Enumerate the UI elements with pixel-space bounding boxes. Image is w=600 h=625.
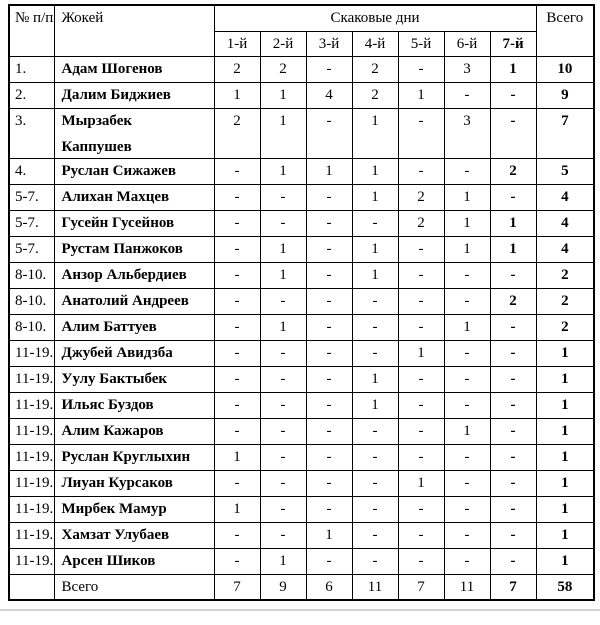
day-2-value: - [260,522,306,548]
jockey-name: Руслан Сижажев [54,158,214,184]
jockey-row [9,366,594,392]
jockey-row [9,108,594,158]
day-5-value: - [398,496,444,522]
day-4-value: - [352,522,398,548]
jockey-name: Гусейн Гусейнов [54,210,214,236]
day-4-value: - [352,288,398,314]
jockey-row [9,314,594,340]
day-6-value: 1 [444,314,490,340]
day-1-value: - [214,262,260,288]
day-7-value: - [490,444,536,470]
day-5-value: 1 [398,82,444,108]
jockey-name: Арсен Шиков [54,548,214,574]
day-6-value: - [444,340,490,366]
day-1-value: - [214,366,260,392]
day-4-value: 2 [352,56,398,82]
day-6-value: - [444,470,490,496]
row-total: 1 [536,470,594,496]
col-header-total: Всего [536,5,594,56]
jockey-table-body [9,56,594,574]
day-4-value: - [352,470,398,496]
totals-row [9,574,594,600]
day-3-value: 1 [306,158,352,184]
day-5-value: - [398,392,444,418]
row-total: 1 [536,522,594,548]
day-6-value: 1 [444,210,490,236]
day-3-value: 4 [306,82,352,108]
totals-day-7: 7 [490,574,536,600]
jockey-row [9,184,594,210]
day-6-value: - [444,522,490,548]
row-total: 2 [536,262,594,288]
col-header-day-7: 7-й [490,31,536,56]
jockey-name: Анзор Альбердиев [54,262,214,288]
day-5-value: - [398,522,444,548]
day-4-value: 1 [352,392,398,418]
jockey-name: Адам Шогенов [54,56,214,82]
row-rank: 11-19. [9,470,54,496]
day-1-value: - [214,470,260,496]
jockey-name: Анатолий Андреев [54,288,214,314]
jockey-name [54,108,214,158]
row-total: 1 [536,392,594,418]
day-6-value: 1 [444,236,490,262]
row-total: 1 [536,366,594,392]
jockey-row [9,82,594,108]
day-7-value: - [490,184,536,210]
row-total: 1 [536,444,594,470]
row-total: 4 [536,184,594,210]
jockey-row [9,418,594,444]
day-4-value: - [352,444,398,470]
jockey-row [9,158,594,184]
day-2-value: 1 [260,236,306,262]
day-1-value: - [214,158,260,184]
jockey-name-line-2: Каппушев [61,138,132,155]
row-rank: 11-19. [9,418,54,444]
day-4-value: - [352,548,398,574]
day-1-value: - [214,340,260,366]
day-2-value: 1 [260,158,306,184]
day-2-value: 1 [260,548,306,574]
day-4-value: - [352,418,398,444]
day-3-value: - [306,548,352,574]
jockey-row [9,56,594,82]
day-5-value: - [398,418,444,444]
day-2-value: - [260,288,306,314]
day-4-value: 1 [352,366,398,392]
day-2-value: 1 [260,108,306,158]
jockey-row [9,288,594,314]
jockey-row [9,392,594,418]
col-header-jockey: Жокей [54,5,214,56]
row-rank: 8-10. [9,288,54,314]
header-row-1 [9,5,594,31]
day-7-value: - [490,496,536,522]
day-5-value: - [398,314,444,340]
day-3-value: - [306,418,352,444]
day-5-value: - [398,288,444,314]
day-7-value: 2 [490,288,536,314]
day-4-value: - [352,340,398,366]
jockey-row [9,470,594,496]
row-rank: 11-19. [9,522,54,548]
day-1-value: - [214,210,260,236]
jockey-row [9,496,594,522]
jockey-name-line-1: Мырзабек [61,112,133,129]
jockey-name: Далим Биджиев [54,82,214,108]
day-1-value: - [214,288,260,314]
day-2-value: 1 [260,314,306,340]
day-3-value: - [306,366,352,392]
col-header-race-days-group: Скаковые дни [214,5,536,31]
day-3-value: - [306,184,352,210]
day-3-value: - [306,470,352,496]
row-total: 1 [536,418,594,444]
day-2-value: - [260,496,306,522]
jockey-row [9,522,594,548]
row-rank: 8-10. [9,314,54,340]
day-5-value: - [398,108,444,158]
day-3-value: - [306,210,352,236]
col-header-day-2: 2-й [260,31,306,56]
row-rank: 11-19. [9,444,54,470]
col-header-day-1: 1-й [214,31,260,56]
day-3-value: - [306,56,352,82]
day-5-value: 2 [398,210,444,236]
day-3-value: - [306,108,352,158]
day-6-value: - [444,496,490,522]
day-1-value: 1 [214,496,260,522]
day-7-value: 1 [490,56,536,82]
row-total: 1 [536,548,594,574]
day-7-value: - [490,470,536,496]
day-4-value: 1 [352,236,398,262]
jockey-name: Уулу Бактыбек [54,366,214,392]
day-4-value: 1 [352,262,398,288]
jockey-name: Хамзат Улубаев [54,522,214,548]
day-6-value: 3 [444,56,490,82]
row-total: 2 [536,314,594,340]
row-total: 10 [536,56,594,82]
day-7-value: - [490,418,536,444]
day-6-value: 3 [444,108,490,158]
day-2-value: - [260,444,306,470]
row-rank: 2. [9,82,54,108]
day-5-value: 1 [398,470,444,496]
table-header [9,5,594,56]
page-bottom-shadow-line [0,609,600,611]
day-5-value: 2 [398,184,444,210]
day-4-value: 2 [352,82,398,108]
day-6-value: 1 [444,418,490,444]
day-6-value: - [444,548,490,574]
col-header-day-3: 3-й [306,31,352,56]
col-header-day-6: 6-й [444,31,490,56]
day-5-value: - [398,262,444,288]
totals-day-4: 11 [352,574,398,600]
day-6-value: - [444,262,490,288]
day-1-value: 1 [214,82,260,108]
jockey-name: Ильяс Буздов [54,392,214,418]
day-6-value: - [444,158,490,184]
day-6-value: - [444,444,490,470]
day-5-value: - [398,236,444,262]
day-1-value: 1 [214,444,260,470]
jockey-name: Алихан Махцев [54,184,214,210]
row-total: 1 [536,496,594,522]
row-total: 1 [536,340,594,366]
day-3-value: - [306,444,352,470]
day-3-value: - [306,236,352,262]
day-7-value: - [490,314,536,340]
day-2-value: - [260,418,306,444]
totals-grand-total: 58 [536,574,594,600]
table-footer [9,574,594,600]
day-4-value: 1 [352,184,398,210]
day-2-value: - [260,340,306,366]
row-rank: 4. [9,158,54,184]
day-6-value: - [444,82,490,108]
day-6-value: - [444,366,490,392]
row-total: 5 [536,158,594,184]
day-1-value: - [214,314,260,340]
day-1-value: - [214,184,260,210]
row-rank: 1. [9,56,54,82]
totals-day-2: 9 [260,574,306,600]
totals-day-5: 7 [398,574,444,600]
day-4-value: - [352,496,398,522]
day-7-value: 1 [490,210,536,236]
jockey-name: Руслан Круглыхин [54,444,214,470]
row-total: 7 [536,108,594,158]
row-total: 2 [536,288,594,314]
col-header-day-5: 5-й [398,31,444,56]
row-rank: 11-19. [9,366,54,392]
totals-day-1: 7 [214,574,260,600]
totals-day-3: 6 [306,574,352,600]
day-7-value: - [490,548,536,574]
day-5-value: - [398,158,444,184]
day-3-value: - [306,262,352,288]
row-rank: 11-19. [9,548,54,574]
row-rank: 11-19. [9,496,54,522]
day-2-value: - [260,366,306,392]
day-7-value: - [490,522,536,548]
jockey-row [9,340,594,366]
day-2-value: - [260,392,306,418]
day-4-value: - [352,314,398,340]
row-rank: 3. [9,108,54,158]
totals-day-6: 11 [444,574,490,600]
day-7-value: - [490,340,536,366]
row-rank: 11-19. [9,392,54,418]
day-4-value: - [352,210,398,236]
day-6-value: - [444,288,490,314]
day-5-value: 1 [398,340,444,366]
day-5-value: - [398,548,444,574]
day-5-value: - [398,56,444,82]
jockey-row [9,210,594,236]
jockey-name: Джубей Авидзба [54,340,214,366]
day-3-value: - [306,496,352,522]
row-total: 9 [536,82,594,108]
day-2-value: 2 [260,56,306,82]
jockey-race-days-table [8,4,595,601]
day-7-value: - [490,82,536,108]
day-5-value: - [398,366,444,392]
day-7-value: - [490,262,536,288]
day-1-value: - [214,418,260,444]
day-3-value: - [306,288,352,314]
jockey-name: Алим Баттуев [54,314,214,340]
row-total: 4 [536,210,594,236]
jockey-name: Рустам Панжоков [54,236,214,262]
day-4-value: 1 [352,158,398,184]
day-1-value: - [214,392,260,418]
day-1-value: - [214,236,260,262]
day-7-value: - [490,366,536,392]
day-1-value: 2 [214,108,260,158]
day-5-value: - [398,444,444,470]
jockey-name: Мирбек Мамур [54,496,214,522]
day-1-value: - [214,548,260,574]
day-7-value: 1 [490,236,536,262]
day-4-value: 1 [352,108,398,158]
day-7-value: 2 [490,158,536,184]
jockey-row [9,444,594,470]
day-1-value: - [214,522,260,548]
day-3-value: - [306,340,352,366]
row-rank: 11-19. [9,340,54,366]
row-rank: 5-7. [9,236,54,262]
row-rank: 5-7. [9,210,54,236]
jockey-row [9,548,594,574]
jockey-row [9,262,594,288]
row-rank: 8-10. [9,262,54,288]
day-2-value: 1 [260,262,306,288]
jockey-name: Лиуан Курсаков [54,470,214,496]
day-2-value: 1 [260,82,306,108]
day-3-value: - [306,392,352,418]
col-header-day-4: 4-й [352,31,398,56]
totals-row-label: Всего [54,574,214,600]
day-1-value: 2 [214,56,260,82]
row-rank: 5-7. [9,184,54,210]
day-7-value: - [490,392,536,418]
row-total: 4 [536,236,594,262]
day-6-value: - [444,392,490,418]
totals-row-number-cell [9,574,54,600]
jockey-row [9,236,594,262]
col-header-number: № п/п [9,5,54,56]
day-7-value: - [490,108,536,158]
jockey-name: Алим Кажаров [54,418,214,444]
day-3-value: - [306,314,352,340]
day-2-value: - [260,470,306,496]
day-2-value: - [260,210,306,236]
day-6-value: 1 [444,184,490,210]
day-2-value: - [260,184,306,210]
day-3-value: 1 [306,522,352,548]
